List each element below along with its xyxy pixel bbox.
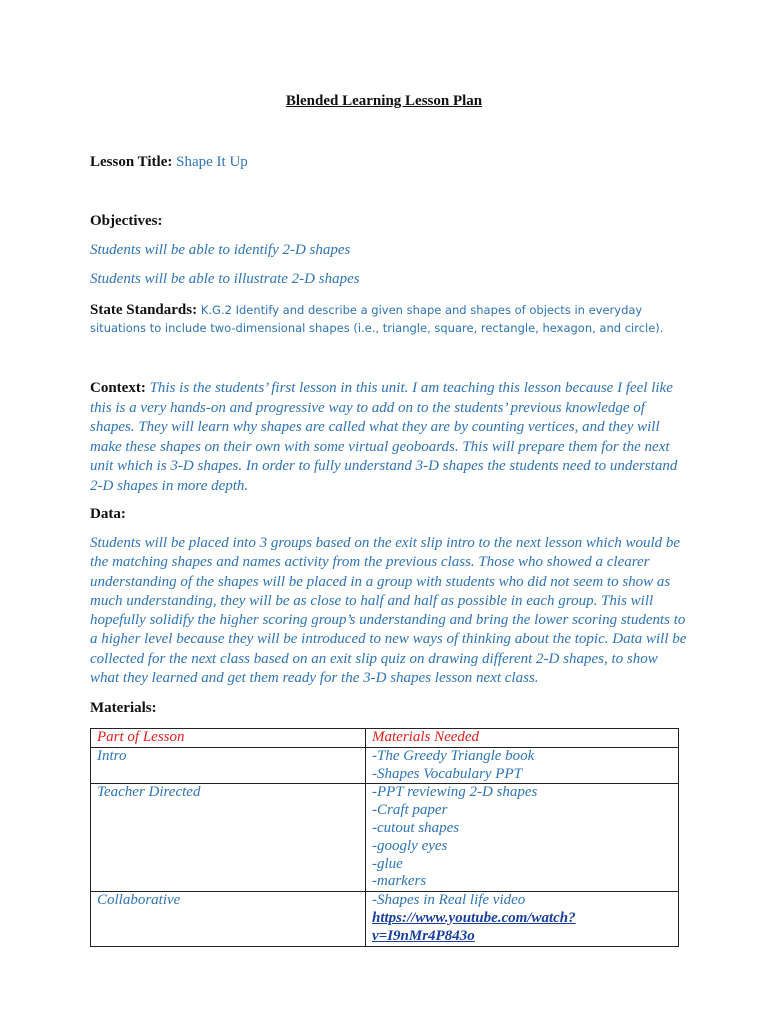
document-title	[0, 93, 768, 110]
material-item: -Shapes in Real life video	[372, 892, 526, 909]
table-header-part: Part of Lesson	[91, 729, 366, 748]
material-item: -cutout shapes	[372, 819, 460, 836]
material-item: -Craft paper	[372, 802, 448, 819]
materials-heading: Materials:	[90, 700, 157, 716]
table-cell-part: Teacher Directed	[91, 784, 366, 892]
state-standards-label: State Standards:	[90, 302, 198, 318]
table-header-row	[91, 729, 679, 748]
material-item: -The Greedy Triangle book	[372, 747, 535, 764]
material-item: -markers	[372, 873, 427, 890]
material-item: -glue	[372, 855, 403, 872]
table-cell-part: Intro	[91, 747, 366, 784]
table-row	[91, 892, 679, 946]
table-row	[91, 784, 679, 892]
video-link[interactable]: https://www.youtube.com/watch?v=I9nMr4P843o	[372, 909, 576, 944]
materials-table	[90, 728, 679, 947]
lesson-title-row	[90, 153, 690, 172]
table-cell-part: Collaborative	[91, 892, 366, 946]
material-item: -PPT reviewing 2-D shapes	[372, 784, 538, 801]
table-cell-materials	[366, 747, 679, 784]
document-title-text: Blended Learning Lesson Plan	[285, 93, 483, 109]
lesson-title-value: Shape It Up	[176, 154, 248, 170]
data-text: Students will be placed into 3 groups based on the exit slip intro to the next lesson which would be the matching shapes and names activity from the previous class. Those who showed a clearer understanding of the shapes will be placed in a group with students who did not seem to show as much understanding, they will be as close to half and half as possible in each group. This will hopefully solidify the higher scoring group’s understanding and bring the lower scoring students to a higher level because they will be introduced to new ways of thinking about the topic. Data will be collected for the next class based on an exit slip quiz on drawing different 2-D shapes, to show what they learned and get them ready for the 3-D shapes lesson next class.	[90, 535, 687, 687]
material-item: -Shapes Vocabulary PPT	[372, 765, 522, 782]
context-label: Context:	[90, 380, 146, 396]
table-header-materials: Materials Needed	[366, 729, 679, 748]
objective-item: Students will be able to identify 2-D shapes	[90, 242, 351, 258]
state-standards-row	[90, 301, 690, 337]
table-cell-materials	[366, 784, 679, 892]
state-standards-text: K.G.2 Identify and describe a given shape and shapes of objects in everyday situations to include two-dimensional shapes (i.e., triangle, square, rectangle, hexagon, and circle).	[90, 303, 664, 335]
objectives-heading: Objectives:	[90, 213, 163, 229]
lesson-title-label: Lesson Title:	[90, 154, 173, 170]
table-row	[91, 747, 679, 784]
material-item: -googly eyes	[372, 837, 448, 854]
data-heading: Data:	[90, 506, 126, 522]
objective-item: Students will be able to illustrate 2-D shapes	[90, 271, 360, 287]
context-text: This is the students’ first lesson in this unit. I am teaching this lesson because I feel like this is a very hands-on and progressive way to add on to the students’ previous knowledge of shapes. They will learn why shapes are called what they are by counting vertices, and they will make these shapes on their own with some virtual geoboards. This will prepare them for the next unit which is 3-D shapes. In order to fully understand 3-D shapes the students need to understand 2-D shapes in more depth.	[90, 380, 678, 494]
table-cell-materials	[366, 892, 679, 946]
context-row	[90, 379, 690, 496]
